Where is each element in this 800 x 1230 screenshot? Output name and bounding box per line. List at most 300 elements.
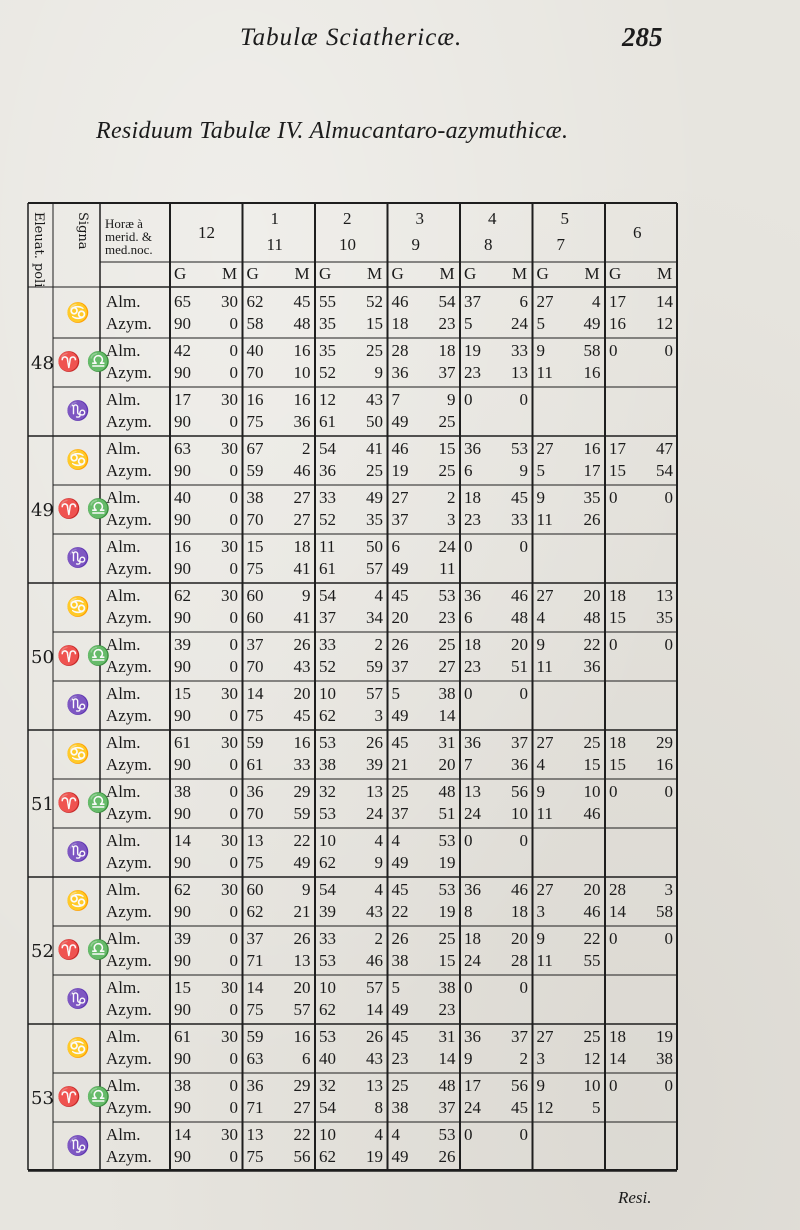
alm-degrees: 59 bbox=[246, 733, 264, 752]
azym-degrees: 36 bbox=[319, 461, 336, 480]
azym-minutes: 50 bbox=[366, 412, 383, 431]
alm-degrees: 9 bbox=[536, 1076, 545, 1095]
azym-minutes: 57 bbox=[366, 559, 383, 578]
azym-minutes: 28 bbox=[511, 951, 528, 970]
azym-minutes: 0 bbox=[229, 804, 238, 823]
azym-degrees: 90 bbox=[174, 559, 191, 578]
alm-degrees: 10 bbox=[319, 1125, 336, 1144]
azym-minutes: 27 bbox=[293, 1098, 311, 1117]
azym-degrees: 52 bbox=[319, 657, 336, 676]
alm-minutes: 0 bbox=[664, 929, 673, 948]
azym-degrees: 38 bbox=[391, 951, 409, 970]
azym-degrees: 70 bbox=[246, 657, 264, 676]
alm-degrees: 0 bbox=[609, 782, 618, 801]
alm-minutes: 22 bbox=[293, 831, 311, 850]
alm-degrees: 27 bbox=[536, 586, 554, 605]
azym-label: Azym. bbox=[106, 363, 152, 382]
azym-degrees: 60 bbox=[246, 608, 264, 627]
alm-degrees: 36 bbox=[464, 733, 481, 752]
alm-minutes: 0 bbox=[664, 1076, 673, 1095]
alm-minutes: 53 bbox=[438, 831, 456, 850]
azym-label: Azym. bbox=[106, 314, 152, 333]
alm-degrees: 38 bbox=[174, 1076, 191, 1095]
zodiac-sign-icon: ♋ bbox=[66, 743, 90, 765]
azym-degrees: 5 bbox=[464, 314, 473, 333]
azym-minutes: 33 bbox=[511, 510, 528, 529]
zodiac-sign-icon: ♑ bbox=[66, 988, 90, 1010]
azym-degrees: 90 bbox=[174, 510, 191, 529]
alm-label: Alm. bbox=[106, 1076, 141, 1095]
alm-degrees: 37 bbox=[464, 292, 481, 311]
g-header: G bbox=[319, 264, 332, 283]
azym-degrees: 75 bbox=[246, 559, 264, 578]
alm-minutes: 0 bbox=[664, 782, 673, 801]
azym-degrees: 59 bbox=[246, 461, 264, 480]
azym-minutes: 0 bbox=[229, 951, 238, 970]
azym-minutes: 8 bbox=[374, 1098, 383, 1117]
alm-minutes: 41 bbox=[366, 439, 383, 458]
g-header: G bbox=[536, 264, 549, 283]
alm-degrees: 35 bbox=[319, 341, 336, 360]
hour-header-top: 12 bbox=[198, 223, 215, 242]
alm-minutes: 37 bbox=[511, 1027, 528, 1046]
alm-minutes: 26 bbox=[293, 929, 311, 948]
alm-degrees: 53 bbox=[319, 1027, 336, 1046]
hour-header-top: 6 bbox=[633, 223, 642, 242]
azym-minutes: 0 bbox=[229, 510, 238, 529]
azym-degrees: 90 bbox=[174, 314, 191, 333]
alm-minutes: 2 bbox=[374, 929, 383, 948]
azym-degrees: 6 bbox=[464, 608, 473, 627]
alm-minutes: 13 bbox=[366, 782, 383, 801]
page-number: 285 bbox=[622, 22, 663, 52]
azym-degrees: 40 bbox=[319, 1049, 336, 1068]
alm-label: Alm. bbox=[106, 537, 141, 556]
alm-degrees: 0 bbox=[609, 929, 618, 948]
zodiac-sign-icon: ♋ bbox=[66, 890, 90, 912]
alm-minutes: 38 bbox=[438, 978, 456, 997]
alm-degrees: 45 bbox=[391, 880, 409, 899]
azym-degrees: 36 bbox=[391, 363, 409, 382]
alm-degrees: 18 bbox=[609, 1027, 626, 1046]
azym-degrees: 62 bbox=[319, 706, 336, 725]
alm-minutes: 9 bbox=[302, 586, 311, 605]
azym-degrees: 61 bbox=[319, 412, 336, 431]
azym-label: Azym. bbox=[106, 608, 152, 627]
hour-header-top: 5 bbox=[560, 209, 569, 228]
azym-degrees: 38 bbox=[319, 755, 336, 774]
alm-degrees: 38 bbox=[174, 782, 191, 801]
alm-degrees: 54 bbox=[319, 586, 336, 605]
alm-degrees: 39 bbox=[174, 929, 191, 948]
alm-degrees: 0 bbox=[609, 488, 618, 507]
alm-minutes: 30 bbox=[221, 1125, 238, 1144]
alm-minutes: 2 bbox=[374, 635, 383, 654]
azym-degrees: 4 bbox=[536, 755, 545, 774]
alm-minutes: 20 bbox=[583, 586, 601, 605]
alm-minutes: 25 bbox=[438, 929, 456, 948]
azym-degrees: 75 bbox=[246, 853, 264, 872]
azym-degrees: 90 bbox=[174, 1000, 191, 1019]
alm-minutes: 0 bbox=[519, 831, 528, 850]
azym-degrees: 37 bbox=[391, 804, 409, 823]
zodiac-sign-icon: ♑ bbox=[66, 694, 90, 716]
azym-degrees: 90 bbox=[174, 657, 191, 676]
azym-minutes: 46 bbox=[583, 804, 601, 823]
azym-minutes: 13 bbox=[293, 951, 311, 970]
azym-degrees: 90 bbox=[174, 902, 191, 921]
alm-label: Alm. bbox=[106, 586, 141, 605]
alm-degrees: 17 bbox=[174, 390, 191, 409]
zodiac-sign-icon: ♋ bbox=[66, 449, 90, 471]
azym-minutes: 24 bbox=[511, 314, 528, 333]
azym-minutes: 14 bbox=[366, 1000, 383, 1019]
azym-label: Azym. bbox=[106, 804, 152, 823]
alm-minutes: 37 bbox=[511, 733, 528, 752]
alm-minutes: 4 bbox=[374, 586, 383, 605]
alm-degrees: 38 bbox=[246, 488, 264, 507]
alm-minutes: 0 bbox=[519, 390, 528, 409]
azym-minutes: 38 bbox=[656, 1049, 673, 1068]
alm-label: Alm. bbox=[106, 1027, 141, 1046]
alm-label: Alm. bbox=[106, 488, 141, 507]
alm-minutes: 0 bbox=[664, 341, 673, 360]
azym-degrees: 5 bbox=[536, 314, 545, 333]
alm-minutes: 9 bbox=[447, 390, 456, 409]
alm-minutes: 30 bbox=[221, 880, 238, 899]
azym-minutes: 34 bbox=[366, 608, 383, 627]
azym-minutes: 57 bbox=[293, 1000, 311, 1019]
azym-degrees: 71 bbox=[246, 951, 264, 970]
g-header: G bbox=[609, 264, 622, 283]
alm-minutes: 46 bbox=[511, 586, 528, 605]
alm-minutes: 25 bbox=[438, 635, 456, 654]
azym-degrees: 11 bbox=[536, 804, 553, 823]
alm-degrees: 10 bbox=[319, 978, 336, 997]
alm-minutes: 45 bbox=[293, 292, 311, 311]
azym-degrees: 62 bbox=[246, 902, 264, 921]
azym-degrees: 24 bbox=[464, 804, 481, 823]
azym-minutes: 0 bbox=[229, 363, 238, 382]
hour-header-top: 4 bbox=[488, 209, 497, 228]
azym-minutes: 49 bbox=[583, 314, 601, 333]
azym-degrees: 24 bbox=[464, 951, 481, 970]
azym-minutes: 5 bbox=[592, 1098, 601, 1117]
azym-degrees: 90 bbox=[174, 706, 191, 725]
g-header: G bbox=[391, 264, 404, 283]
alm-label: Alm. bbox=[106, 1125, 141, 1144]
alm-minutes: 20 bbox=[293, 684, 311, 703]
m-header: M bbox=[512, 264, 528, 283]
alm-degrees: 14 bbox=[174, 1125, 191, 1144]
azym-degrees: 52 bbox=[319, 510, 336, 529]
azym-degrees: 75 bbox=[246, 1000, 264, 1019]
alm-minutes: 56 bbox=[511, 1076, 528, 1095]
alm-degrees: 13 bbox=[246, 831, 264, 850]
alm-minutes: 20 bbox=[511, 635, 528, 654]
alm-degrees: 15 bbox=[246, 537, 264, 556]
azym-degrees: 61 bbox=[319, 559, 336, 578]
azym-degrees: 14 bbox=[609, 1049, 626, 1068]
azym-label: Azym. bbox=[106, 755, 152, 774]
alm-degrees: 9 bbox=[536, 782, 545, 801]
alm-minutes: 2 bbox=[302, 439, 311, 458]
m-header: M bbox=[294, 264, 310, 283]
azym-minutes: 27 bbox=[293, 510, 311, 529]
alm-minutes: 19 bbox=[656, 1027, 673, 1046]
azym-minutes: 36 bbox=[293, 412, 311, 431]
alm-minutes: 24 bbox=[438, 537, 456, 556]
alm-minutes: 50 bbox=[366, 537, 383, 556]
azym-degrees: 11 bbox=[536, 657, 553, 676]
signa-header: Signa bbox=[75, 212, 90, 250]
alm-minutes: 16 bbox=[293, 1027, 311, 1046]
azym-degrees: 70 bbox=[246, 510, 264, 529]
azym-degrees: 7 bbox=[464, 755, 473, 774]
alm-degrees: 33 bbox=[319, 488, 336, 507]
alm-minutes: 30 bbox=[221, 831, 238, 850]
alm-degrees: 61 bbox=[174, 1027, 191, 1046]
alm-degrees: 27 bbox=[536, 439, 554, 458]
azym-degrees: 49 bbox=[391, 1000, 409, 1019]
alm-degrees: 62 bbox=[174, 880, 191, 899]
alm-degrees: 0 bbox=[464, 978, 473, 997]
alm-minutes: 18 bbox=[438, 341, 456, 360]
azym-degrees: 90 bbox=[174, 951, 191, 970]
azym-minutes: 12 bbox=[656, 314, 673, 333]
alm-degrees: 0 bbox=[464, 831, 473, 850]
azym-minutes: 10 bbox=[511, 804, 528, 823]
alm-label: Alm. bbox=[106, 684, 141, 703]
azym-minutes: 43 bbox=[293, 657, 311, 676]
alm-degrees: 18 bbox=[464, 488, 481, 507]
azym-degrees: 53 bbox=[319, 951, 336, 970]
azym-minutes: 11 bbox=[439, 559, 456, 578]
azym-degrees: 49 bbox=[391, 706, 409, 725]
alm-minutes: 22 bbox=[583, 929, 601, 948]
alm-degrees: 54 bbox=[319, 439, 336, 458]
alm-degrees: 36 bbox=[464, 439, 481, 458]
azym-minutes: 20 bbox=[438, 755, 456, 774]
azym-degrees: 3 bbox=[536, 902, 545, 921]
alm-minutes: 29 bbox=[293, 782, 311, 801]
alm-degrees: 37 bbox=[246, 635, 264, 654]
hour-header-bottom: 9 bbox=[411, 235, 420, 254]
azym-minutes: 39 bbox=[366, 755, 383, 774]
azym-degrees: 90 bbox=[174, 412, 191, 431]
alm-degrees: 15 bbox=[174, 684, 191, 703]
alm-degrees: 13 bbox=[464, 782, 481, 801]
azym-label: Azym. bbox=[106, 853, 152, 872]
azym-minutes: 25 bbox=[366, 461, 383, 480]
alm-minutes: 0 bbox=[229, 929, 238, 948]
alm-degrees: 36 bbox=[464, 1027, 481, 1046]
alm-degrees: 67 bbox=[246, 439, 264, 458]
azym-label: Azym. bbox=[106, 1049, 152, 1068]
alm-label: Alm. bbox=[106, 733, 141, 752]
alm-degrees: 17 bbox=[609, 292, 626, 311]
alm-minutes: 47 bbox=[656, 439, 673, 458]
azym-minutes: 0 bbox=[229, 1000, 238, 1019]
hour-header-top: 3 bbox=[415, 209, 424, 228]
azym-degrees: 22 bbox=[391, 902, 409, 921]
azym-minutes: 12 bbox=[583, 1049, 601, 1068]
alm-degrees: 62 bbox=[174, 586, 191, 605]
zodiac-sign-icon: ♑ bbox=[66, 841, 90, 863]
alm-label: Alm. bbox=[106, 831, 141, 850]
azym-label: Azym. bbox=[106, 657, 152, 676]
alm-minutes: 26 bbox=[293, 635, 311, 654]
alm-degrees: 62 bbox=[246, 292, 264, 311]
azym-minutes: 35 bbox=[656, 608, 673, 627]
hour-header-top: 2 bbox=[343, 209, 352, 228]
alm-label: Alm. bbox=[106, 635, 141, 654]
zodiac-sign-icon: ♑ bbox=[66, 547, 90, 569]
azym-degrees: 62 bbox=[319, 1147, 336, 1166]
azym-minutes: 49 bbox=[293, 853, 311, 872]
elevation-header: Eleuat. poli bbox=[31, 212, 46, 288]
zodiac-sign-icon: ♋ bbox=[66, 302, 90, 324]
azym-degrees: 16 bbox=[609, 314, 626, 333]
alm-degrees: 7 bbox=[391, 390, 400, 409]
alm-degrees: 36 bbox=[464, 586, 481, 605]
azym-label: Azym. bbox=[106, 1098, 152, 1117]
latitude-value: 51 bbox=[31, 794, 54, 815]
zodiac-sign-icon: ♈ ♎ bbox=[57, 645, 111, 667]
alm-degrees: 65 bbox=[174, 292, 191, 311]
alm-label: Alm. bbox=[106, 390, 141, 409]
azym-minutes: 37 bbox=[438, 363, 456, 382]
azym-degrees: 8 bbox=[464, 902, 473, 921]
azym-degrees: 39 bbox=[319, 902, 336, 921]
alm-minutes: 16 bbox=[293, 390, 311, 409]
azym-minutes: 9 bbox=[374, 363, 383, 382]
alm-degrees: 28 bbox=[609, 880, 626, 899]
azym-minutes: 0 bbox=[229, 1098, 238, 1117]
alm-label: Alm. bbox=[106, 782, 141, 801]
azym-minutes: 6 bbox=[302, 1049, 311, 1068]
alm-degrees: 18 bbox=[464, 929, 481, 948]
alm-degrees: 28 bbox=[391, 341, 409, 360]
alm-minutes: 18 bbox=[293, 537, 311, 556]
zodiac-sign-icon: ♋ bbox=[66, 596, 90, 618]
azym-minutes: 48 bbox=[583, 608, 601, 627]
azym-minutes: 41 bbox=[293, 608, 311, 627]
alm-minutes: 6 bbox=[519, 292, 528, 311]
azym-minutes: 27 bbox=[438, 657, 456, 676]
alm-minutes: 30 bbox=[221, 537, 238, 556]
alm-minutes: 25 bbox=[366, 341, 383, 360]
alm-minutes: 20 bbox=[511, 929, 528, 948]
alm-degrees: 0 bbox=[464, 1125, 473, 1144]
alm-degrees: 18 bbox=[464, 635, 481, 654]
alm-degrees: 0 bbox=[464, 684, 473, 703]
alm-minutes: 35 bbox=[583, 488, 601, 507]
azym-degrees: 37 bbox=[391, 657, 409, 676]
alm-minutes: 53 bbox=[438, 1125, 456, 1144]
alm-degrees: 61 bbox=[174, 733, 191, 752]
azym-minutes: 51 bbox=[438, 804, 456, 823]
alm-degrees: 32 bbox=[319, 1076, 336, 1095]
azym-degrees: 37 bbox=[319, 608, 336, 627]
azym-minutes: 19 bbox=[438, 902, 456, 921]
latitude-value: 52 bbox=[31, 941, 54, 962]
azym-minutes: 51 bbox=[511, 657, 528, 676]
azym-degrees: 54 bbox=[319, 1098, 336, 1117]
m-header: M bbox=[367, 264, 383, 283]
alm-minutes: 3 bbox=[664, 880, 673, 899]
azym-minutes: 15 bbox=[583, 755, 601, 774]
azym-degrees: 90 bbox=[174, 461, 191, 480]
alm-minutes: 48 bbox=[438, 782, 456, 801]
alm-degrees: 33 bbox=[319, 929, 336, 948]
alm-degrees: 0 bbox=[609, 341, 618, 360]
azym-minutes: 0 bbox=[229, 657, 238, 676]
m-header: M bbox=[657, 264, 673, 283]
alm-degrees: 9 bbox=[536, 635, 545, 654]
azym-minutes: 43 bbox=[366, 1049, 383, 1068]
azym-minutes: 45 bbox=[511, 1098, 528, 1117]
alm-minutes: 27 bbox=[293, 488, 311, 507]
alm-minutes: 16 bbox=[583, 439, 601, 458]
latitude-value: 53 bbox=[31, 1088, 54, 1109]
alm-degrees: 4 bbox=[391, 831, 400, 850]
alm-minutes: 45 bbox=[511, 488, 528, 507]
alm-degrees: 46 bbox=[391, 439, 409, 458]
alm-degrees: 60 bbox=[246, 586, 264, 605]
alm-minutes: 38 bbox=[438, 684, 456, 703]
zodiac-sign-icon: ♑ bbox=[66, 1135, 90, 1157]
alm-degrees: 4 bbox=[391, 1125, 400, 1144]
azym-minutes: 0 bbox=[229, 412, 238, 431]
alm-minutes: 0 bbox=[664, 635, 673, 654]
alm-degrees: 9 bbox=[536, 488, 545, 507]
azym-label: Azym. bbox=[106, 412, 152, 431]
alm-degrees: 25 bbox=[391, 782, 409, 801]
azym-minutes: 16 bbox=[583, 363, 601, 382]
azym-minutes: 13 bbox=[511, 363, 528, 382]
alm-degrees: 32 bbox=[319, 782, 336, 801]
azym-degrees: 71 bbox=[246, 1098, 264, 1117]
azym-degrees: 53 bbox=[319, 804, 336, 823]
alm-minutes: 43 bbox=[366, 390, 383, 409]
g-header: G bbox=[174, 264, 187, 283]
alm-degrees: 10 bbox=[319, 684, 336, 703]
azym-minutes: 0 bbox=[229, 314, 238, 333]
alm-minutes: 0 bbox=[229, 488, 238, 507]
alm-minutes: 14 bbox=[656, 292, 673, 311]
azym-minutes: 10 bbox=[293, 363, 311, 382]
azym-minutes: 23 bbox=[438, 608, 456, 627]
zodiac-sign-icon: ♈ ♎ bbox=[57, 792, 111, 814]
alm-minutes: 57 bbox=[366, 978, 383, 997]
azym-degrees: 12 bbox=[536, 1098, 554, 1117]
alm-degrees: 27 bbox=[391, 488, 409, 507]
azym-minutes: 0 bbox=[229, 1049, 238, 1068]
zodiac-sign-icon: ♈ ♎ bbox=[57, 351, 111, 373]
alm-degrees: 6 bbox=[391, 537, 400, 556]
azym-degrees: 70 bbox=[246, 804, 264, 823]
azym-degrees: 49 bbox=[391, 853, 409, 872]
hour-header-top: 1 bbox=[270, 209, 279, 228]
azym-label: Azym. bbox=[106, 902, 152, 921]
zodiac-sign-icon: ♈ ♎ bbox=[57, 939, 111, 961]
alm-minutes: 58 bbox=[583, 341, 601, 360]
alm-minutes: 54 bbox=[438, 292, 456, 311]
alm-degrees: 0 bbox=[609, 1076, 618, 1095]
alm-degrees: 27 bbox=[536, 1027, 554, 1046]
alm-minutes: 0 bbox=[229, 782, 238, 801]
